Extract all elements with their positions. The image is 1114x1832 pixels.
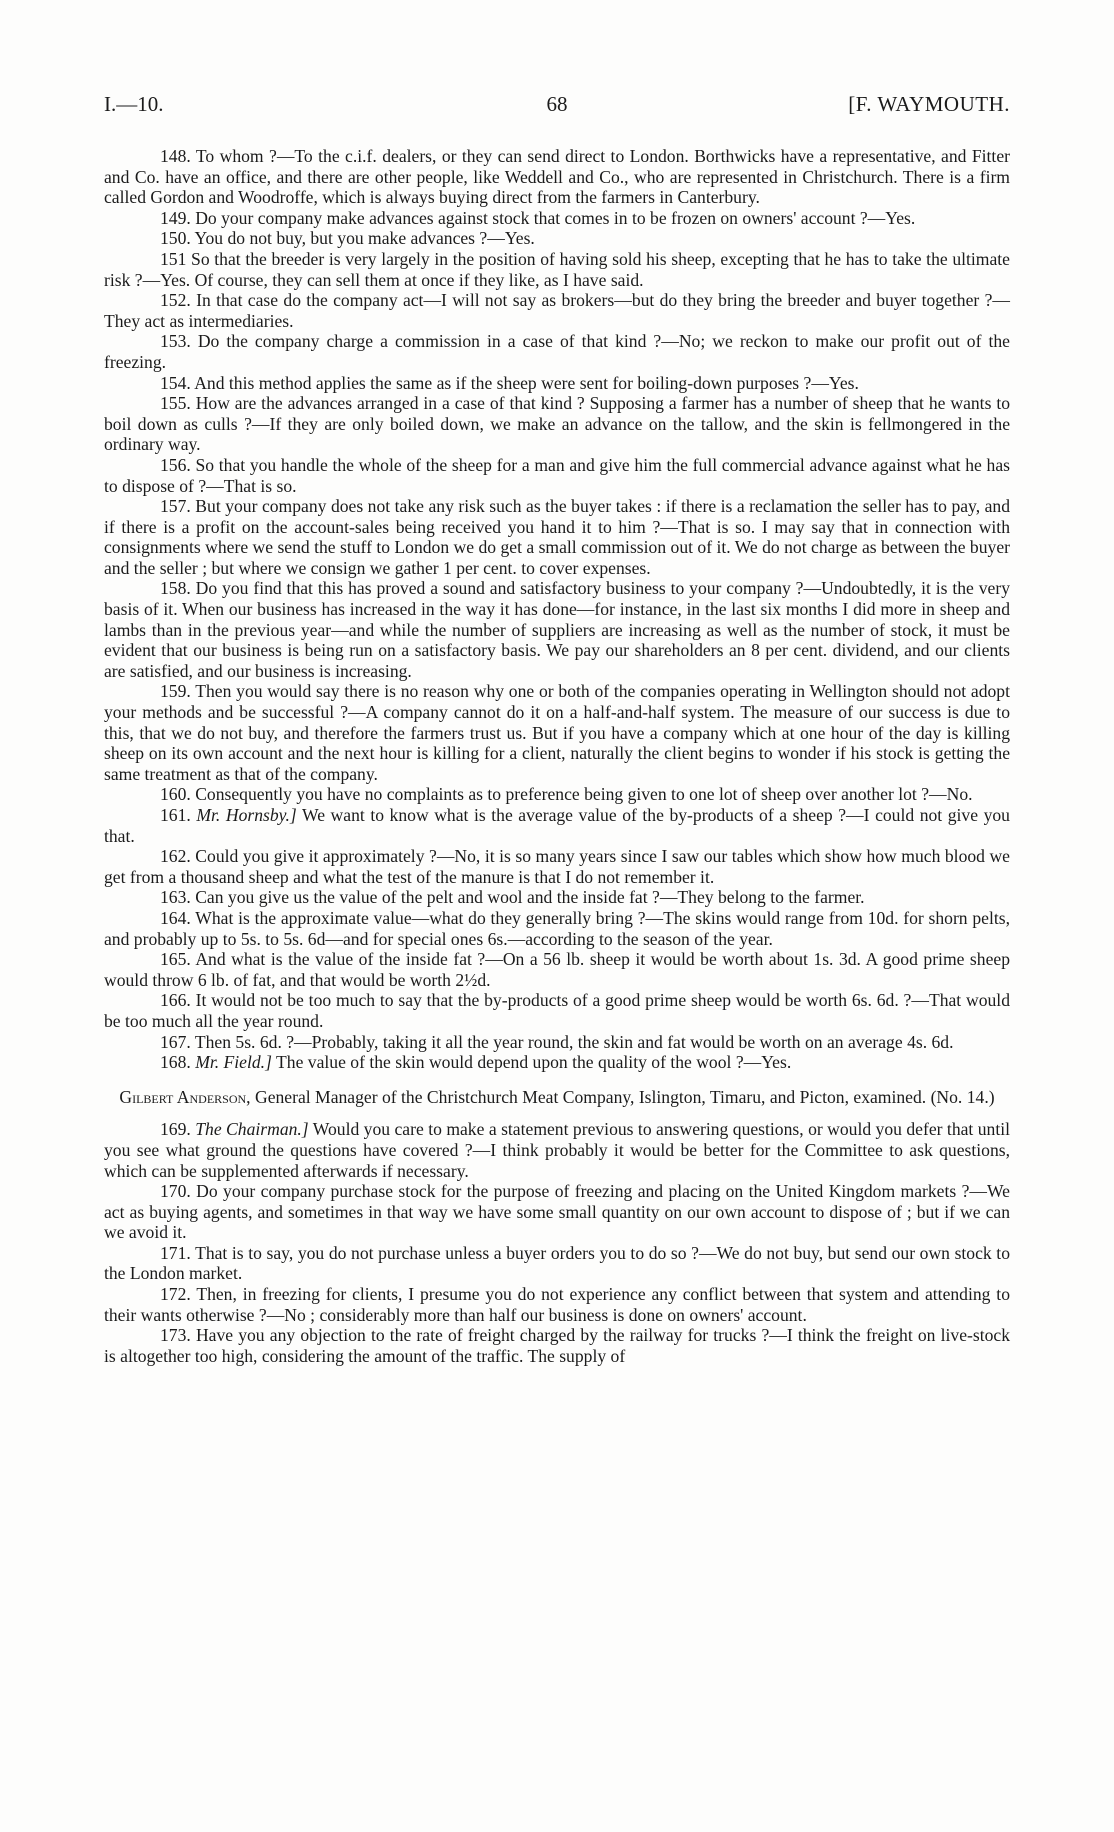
document-body [104, 146, 1010, 1366]
witness-heading [104, 1087, 1010, 1108]
speaker-label: Mr. Hornsby.] [196, 805, 297, 825]
paragraph-173: 173. Have you any objection to the rate of freight charged by the railway for trucks ?—I think the freight on live-stock is altogether too high, considering the amount of the traffic. The supply of [104, 1325, 1010, 1366]
paragraph-149: 149. Do your company make advances against stock that comes in to be frozen on owners' account ?—Yes. [160, 207, 916, 228]
witness-tag: [F. WAYMOUTH. [848, 92, 1010, 116]
page-number: 68 [546, 92, 568, 116]
paragraph-162: 162. Could you give it approximately ?—No, it is so many years since I saw our tables which show how much blood we get from a thousand sheep and what the test of the manure is that I do not remember it. [104, 846, 1010, 887]
paragraph-170: 170. Do your company purchase stock for the purpose of freezing and placing on the United Kingdom markets ?—We act as buying agents, and sometimes in that way we have some small quantity on our own account to dispose of ; but if we can we avoid it. [104, 1181, 1010, 1243]
paragraph-164: 164. What is the approximate value—what do they generally bring ?—The skins would range from 10d. for shorn pelts, and probably up to 5s. to 5s. 6d—and for special ones 6s.—according to the season of the year. [104, 907, 1010, 949]
paragraph-153: 153. Do the company charge a commission in a case of that kind ?—No; we reckon to make our profit out of the freezing. [104, 331, 1010, 372]
paragraph-158: 158. Do you find that this has proved a sound and satisfactory business to your company ?—Undoubtedly, it is the very basis of it. When our business has increased in the way it has done—for instance, in the last six months I did more in sheep and lambs than in the previous year—and while the number of suppliers are increasing as well as the number of stock, it must be evident that our business is being run on a satisfactory basis. We pay our shareholders an 8 per cent. dividend, and our clients are satisfied, and our business is increasing. [104, 578, 1010, 681]
paragraph-157: 157. But your company does not take any risk such as the buyer takes : if there is a reclamation the seller has to pay, and if there is a profit on the account-sales being received you hand it to him ?—That is so. I may say that in connection with consignments where we send the stuff to London we do get a small commission out of it. We do not charge as between the buyer and the seller ; but where we consign we gather 1 per cent. to cover expenses. [104, 496, 1010, 578]
paragraph-165: 165. And what is the value of the inside fat ?—On a 56 lb. sheep it would be worth about 1s. 3d. A good prime sheep would throw 6 lb. of fat, and that would be worth 2½d. [104, 949, 1010, 990]
paragraph-172: 172. Then, in freezing for clients, I presume you do not experience any conflict between that system and attending to their wants otherwise ?—No ; considerably more than half our business is done on owners' account. [104, 1284, 1010, 1325]
witness-description: General Manager of the Christchurch Meat Company, Islington, Timaru, and Picton, examined. (No. 14.) [254, 1086, 995, 1107]
paragraph-155: 155. How are the advances arranged in a case of that kind ? Supposing a farmer has a number of sheep that he wants to boil down as culls ?—If they are only boiled down, we make an advance on the tallow, and the skin is fellmongered in the ordinary way. [104, 393, 1010, 455]
paragraph-159: 159. Then you would say there is no reason why one or both of the companies operating in Wellington should not adopt your methods and be successful ?—A company cannot do it on a half-and-half system. The measure of our success is due to this, that we do not buy, and therefore the farmers trust us. But if you have a company which at one hour of the day is killing sheep on its own account and the next hour is killing for a client, naturally the client begins to wonder if his stock is getting the same treatment as that of the company. [104, 681, 1010, 784]
paragraph-166: 166. It would not be too much to say that the by-products of a good prime sheep would be worth 6s. 6d. ?—That would be too much all the year round. [104, 990, 1010, 1031]
paragraph-152: 152. In that case do the company act—I will not say as brokers—but do they bring the breeder and buyer together ?—They act as intermediaries. [104, 290, 1010, 331]
paragraph-167: 167. Then 5s. 6d. ?—Probably, taking it all the year round, the skin and fat would be worth on an average 4s. 6d. [160, 1031, 954, 1052]
paragraph-text: Would you care to make a statement previous to answering questions, or would you defer that until you see what ground the questions have covered ?—I think probably it would be better for the Committee to ask questions, which can be supplemented afterwards if necessary. [104, 1119, 1010, 1181]
paragraph-148: 148. To whom ?—To the c.i.f. dealers, or they can send direct to London. Borthwicks have a representative, and Fitter and Co. have an office, and there are other people, like Weddell and Co., who are represented in Christchurch. There is a firm called Gordon and Woodroffe, which is always buying direct from the farmers in Canterbury. [104, 146, 1010, 208]
page-header [104, 92, 1010, 132]
paragraph-text: The value of the skin would depend upon the quality of the wool ?—Yes. [276, 1052, 792, 1073]
paragraph-154: 154. And this method applies the same as if the sheep were sent for boiling-down purposes ?—Yes. [160, 372, 859, 393]
paragraph-171: 171. That is to say, you do not purchase unless a buyer orders you to do so ?—We do not buy, but send our own stock to the London market. [104, 1242, 1010, 1284]
paragraph-169 [104, 1119, 1010, 1181]
paragraph-151: 151 So that the breeder is very largely in the position of having sold his sheep, excepting that he has to take the ultimate risk ?—Yes. Of course, they can sell them at once if they like, as I have said. [104, 248, 1010, 290]
report-reference: I.—10. [104, 92, 164, 116]
speaker-label: The Chairman.] [195, 1119, 309, 1140]
paragraph-168 [104, 1052, 1010, 1073]
witness-name: Gilbert Anderson, [119, 1086, 251, 1107]
paragraph-163: 163. Can you give us the value of the pelt and wool and the inside fat ?—They belong to the farmer. [160, 887, 865, 908]
paragraph-150: 150. You do not buy, but you make advances ?—Yes. [160, 228, 535, 249]
question-number: 161. [160, 805, 191, 825]
paragraph-161 [104, 805, 1010, 846]
paragraph-text: We want to know what is the average value of the by-products of a sheep ?—I could not give you that. [104, 805, 1010, 846]
speaker-label: Mr. Field.] [195, 1052, 272, 1073]
paragraph-160: 160. Consequently you have no complaints as to preference being given to one lot of sheep over another lot ?—No. [160, 784, 973, 805]
paragraph-156: 156. So that you handle the whole of the sheep for a man and give him the full commercial advance against what he has to dispose of ?—That is so. [104, 454, 1010, 496]
question-number: 168. [160, 1052, 191, 1073]
question-number: 169. [160, 1119, 191, 1140]
